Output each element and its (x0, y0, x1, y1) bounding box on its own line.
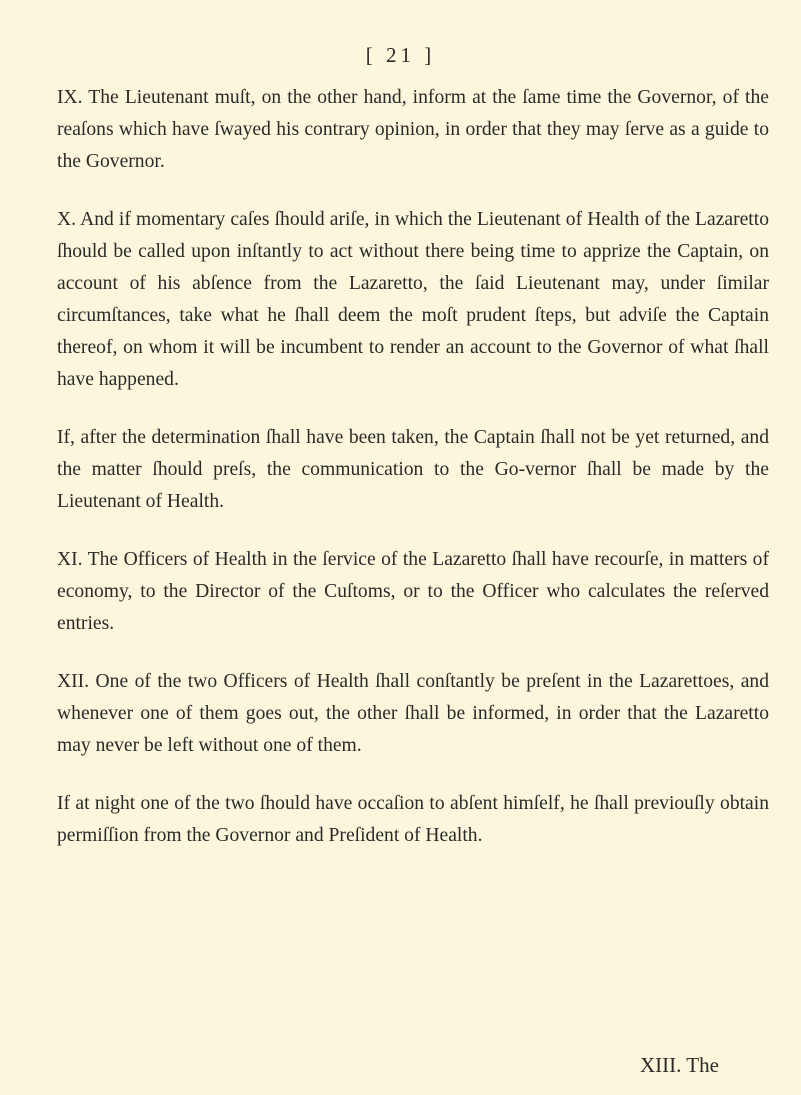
paragraph-x: X. And if momentary caſes ſhould ariſe, in which the Lieutenant of Health of the Lazaretto ſhould be called upon inſtantly to act without there being time to apprize the Captain, on account of his abſence from the Lazaretto, the ſaid Lieutenant may, under ſimilar circumſtances, take what he ſhall deem the moſt prudent ſteps, but adviſe the Captain thereof, on whom it will be incumbent to render an account to the Governor of what ſhall have happened. (57, 209, 769, 390)
page-number: [ 21 ] (365, 43, 436, 67)
body-text (57, 82, 769, 878)
paragraph-xii-continued: If at night one of the two ſhould have occaſion to abſent himſelf, he ſhall previouſly obtain permiſſion from the Governor and Preſident of Health. (57, 793, 769, 846)
paragraph-x-continued: If, after the determination ſhall have been taken, the Captain ſhall not be yet returned, and the matter ſhould preſs, the communication to the Go-vernor ſhall be made by the Lieutenant of Health. (57, 427, 769, 512)
paragraph-xii: XII. One of the two Officers of Health ſhall conſtantly be preſent in the Lazarettoes, and whenever one of them goes out, the other ſhall be informed, in order that the Lazaretto may never be left without one of them. (57, 671, 769, 756)
paragraph-ix: IX. The Lieutenant muſt, on the other hand, inform at the ſame time the Governor, of the reaſons which have ſwayed his contrary opinion, in order that they may ſerve as a guide to the Governor. (57, 87, 769, 172)
paragraph-xi: XI. The Officers of Health in the ſervice of the Lazaretto ſhall have recourſe, in matters of economy, to the Director of the Cuſtoms, or to the Officer who calculates the reſerved entries. (57, 549, 769, 634)
catchword: XIII. The (640, 1053, 719, 1077)
